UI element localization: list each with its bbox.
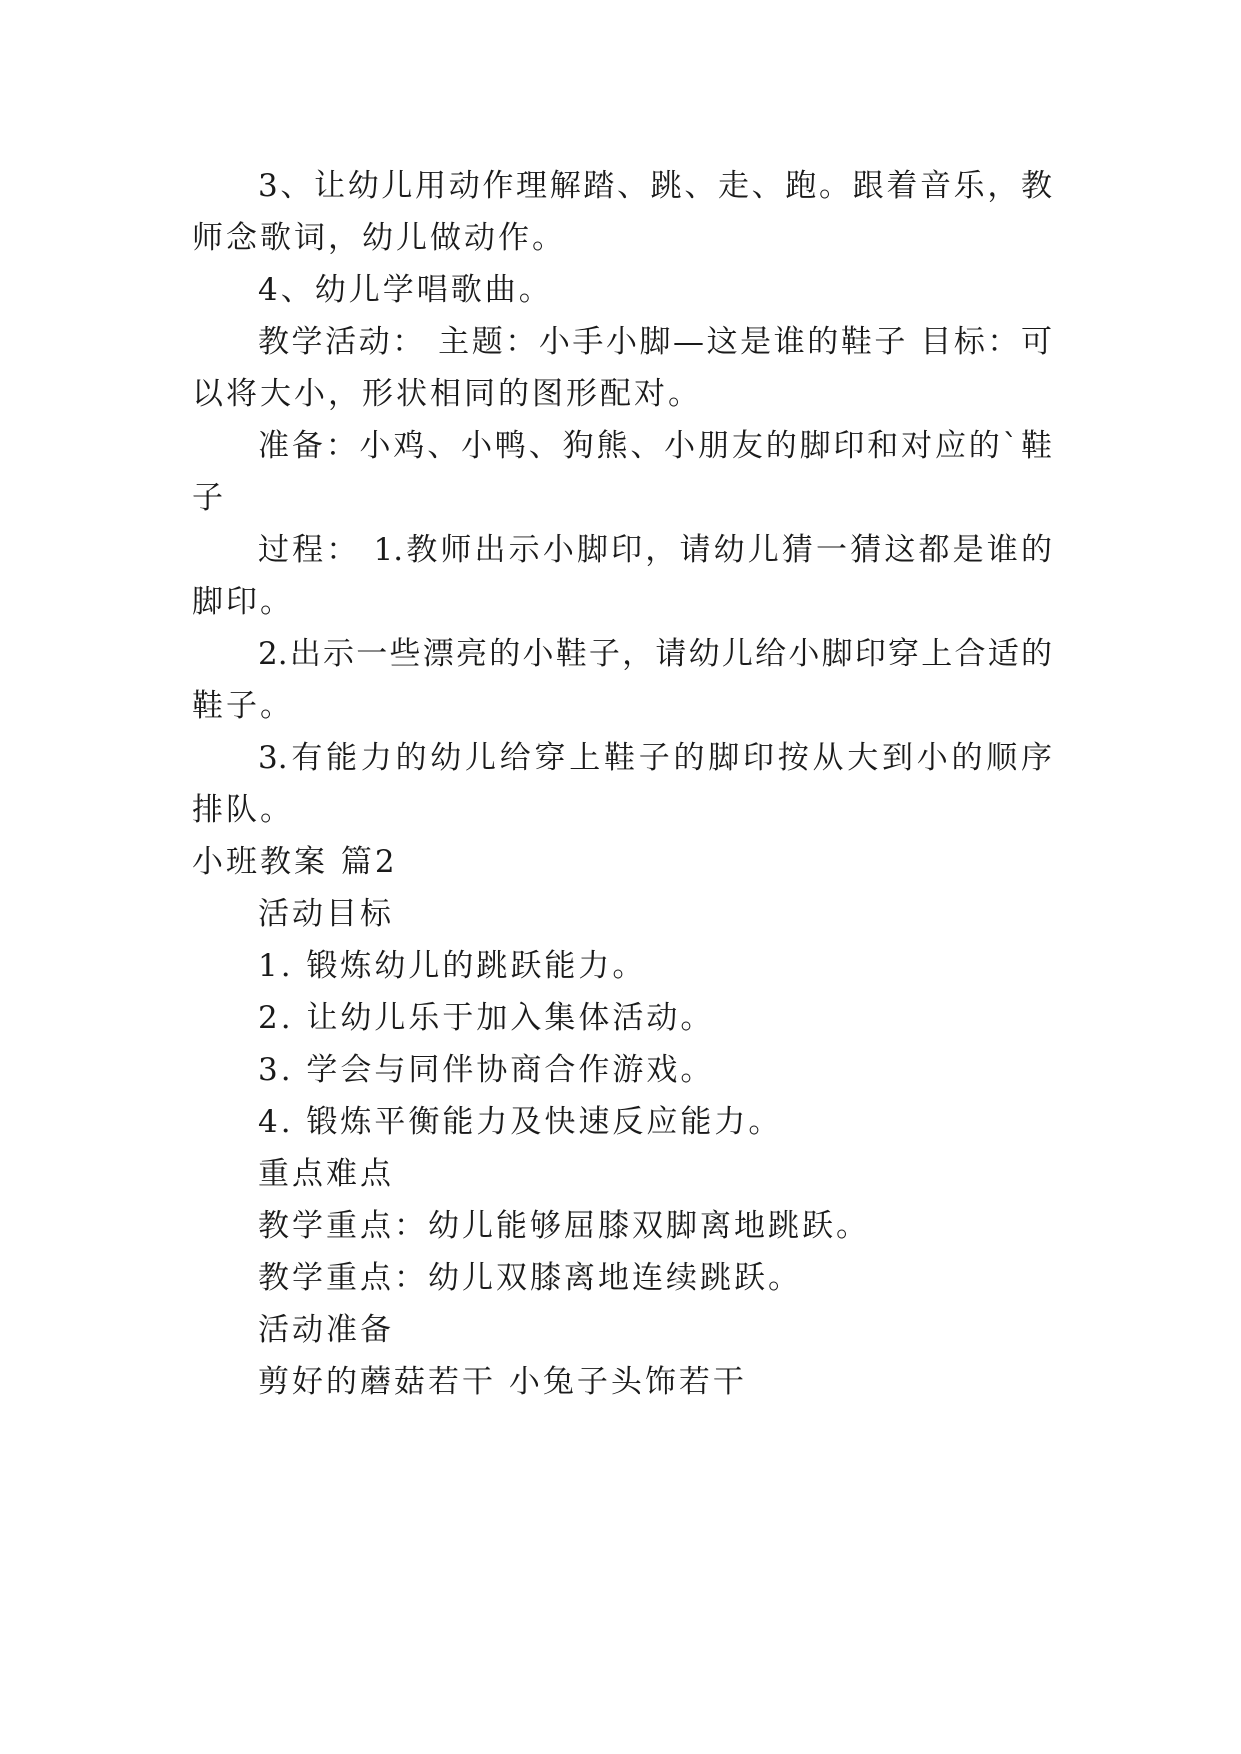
list-item: 4. 锻炼平衡能力及快速反应能力。 xyxy=(258,1104,783,1140)
paragraph-line: 脚印。 xyxy=(192,584,294,620)
paragraph-line: 2.出示一些漂亮的小鞋子，请幼儿给小脚印穿上合适的 xyxy=(258,636,1052,672)
section-heading: 小班教案 篇2 xyxy=(192,844,398,880)
subheading: 活动目标 xyxy=(258,896,394,932)
subheading: 重点难点 xyxy=(258,1156,394,1192)
paragraph-line: 师念歌词，幼儿做动作。 xyxy=(192,220,566,256)
paragraph-line: 准备：小鸡、小鸭、狗熊、小朋友的脚印和对应的`鞋 xyxy=(258,428,1052,464)
subheading: 活动准备 xyxy=(258,1312,394,1348)
paragraph-line: 教学重点：幼儿能够屈膝双脚离地跳跃。 xyxy=(258,1208,870,1244)
list-item: 1. 锻炼幼儿的跳跃能力。 xyxy=(258,948,647,984)
paragraph-line: 过程： 1.教师出示小脚印，请幼儿猜一猜这都是谁的 xyxy=(258,532,1052,568)
paragraph-line: 鞋子。 xyxy=(192,688,294,724)
paragraph-line: 以将大小，形状相同的图形配对。 xyxy=(192,376,702,412)
paragraph-line: 3.有能力的幼儿给穿上鞋子的脚印按从大到小的顺序 xyxy=(258,740,1052,776)
list-item: 2. 让幼儿乐于加入集体活动。 xyxy=(258,1000,715,1036)
paragraph-line: 剪好的蘑菇若干 小兔子头饰若干 xyxy=(258,1364,747,1400)
paragraph-line: 子 xyxy=(192,480,226,516)
paragraph-line: 排队。 xyxy=(192,792,294,828)
list-item: 3. 学会与同伴协商合作游戏。 xyxy=(258,1052,715,1088)
paragraph-line: 3、让幼儿用动作理解踏、跳、走、跑。跟着音乐，教 xyxy=(258,168,1052,204)
paragraph-line: 教学活动： 主题：小手小脚—这是谁的鞋子 目标：可 xyxy=(258,324,1052,360)
paragraph-line: 4、幼儿学唱歌曲。 xyxy=(258,272,553,308)
paragraph-line: 教学重点：幼儿双膝离地连续跳跃。 xyxy=(258,1260,802,1296)
